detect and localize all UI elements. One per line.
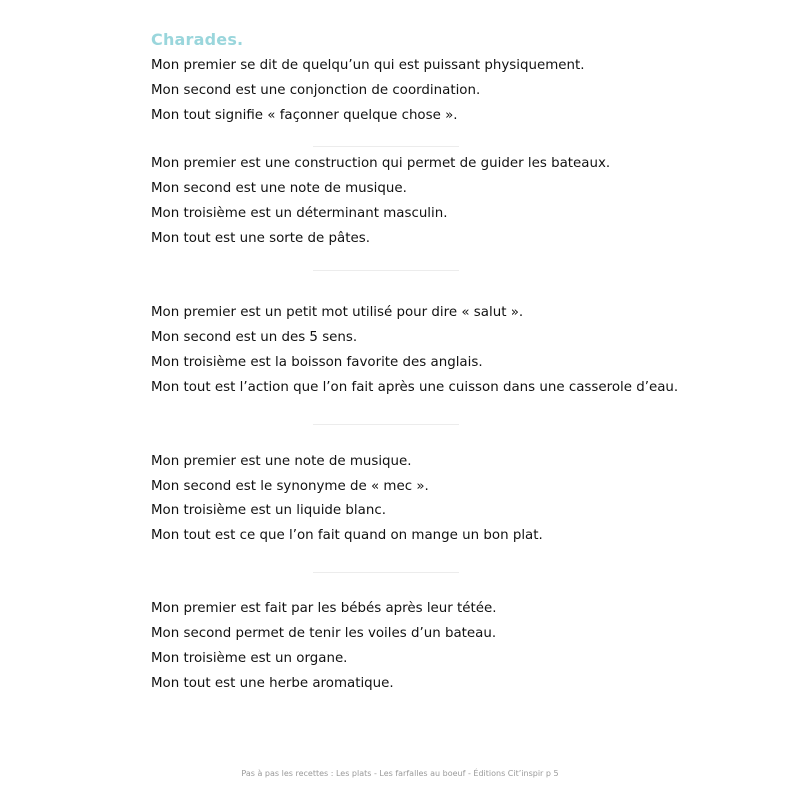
charade-5-line-4: Mon tout est une herbe aromatique. [151, 676, 394, 691]
charade-4-line-3: Mon troisième est un liquide blanc. [151, 503, 386, 518]
charade-3-line-1: Mon premier est un petit mot utilisé pour dire « salut ». [151, 305, 524, 320]
charade-4-line-2: Mon second est le synonyme de « mec ». [151, 479, 429, 494]
charade-5-line-1: Mon premier est fait par les bébés après leur tétée. [151, 601, 497, 616]
charade-1-line-3: Mon tout signifie « façonner quelque chose ». [151, 108, 458, 123]
charade-2-line-3: Mon troisième est un déterminant masculin. [151, 206, 448, 221]
charade-3-line-4: Mon tout est l’action que l’on fait après une cuisson dans une casserole d’eau. [151, 380, 679, 395]
charade-5-line-3: Mon troisième est un organe. [151, 651, 348, 666]
charade-2-line-4: Mon tout est une sorte de pâtes. [151, 231, 370, 246]
charade-3-line-3: Mon troisième est la boisson favorite des anglais. [151, 355, 483, 370]
charade-1-line-1: Mon premier se dit de quelqu’un qui est puissant physiquement. [151, 58, 585, 73]
page-title: Charades. [151, 30, 244, 49]
charade-2-line-1: Mon premier est une construction qui permet de guider les bateaux. [151, 156, 611, 171]
separator-2 [313, 270, 459, 271]
charade-5-line-2: Mon second permet de tenir les voiles d’un bateau. [151, 626, 497, 641]
separator-1 [313, 146, 459, 147]
charade-4-line-4: Mon tout est ce que l’on fait quand on mange un bon plat. [151, 528, 543, 543]
charade-2-line-2: Mon second est une note de musique. [151, 181, 407, 196]
charade-4-line-1: Mon premier est une note de musique. [151, 454, 412, 469]
separator-4 [313, 572, 459, 573]
separator-3 [313, 424, 459, 425]
charade-1-line-2: Mon second est une conjonction de coordination. [151, 83, 481, 98]
page-footer: Pas à pas les recettes : Les plats - Les farfalles au boeuf - Éditions Cit’inspir p 5 [241, 769, 559, 778]
charade-3-line-2: Mon second est un des 5 sens. [151, 330, 358, 345]
